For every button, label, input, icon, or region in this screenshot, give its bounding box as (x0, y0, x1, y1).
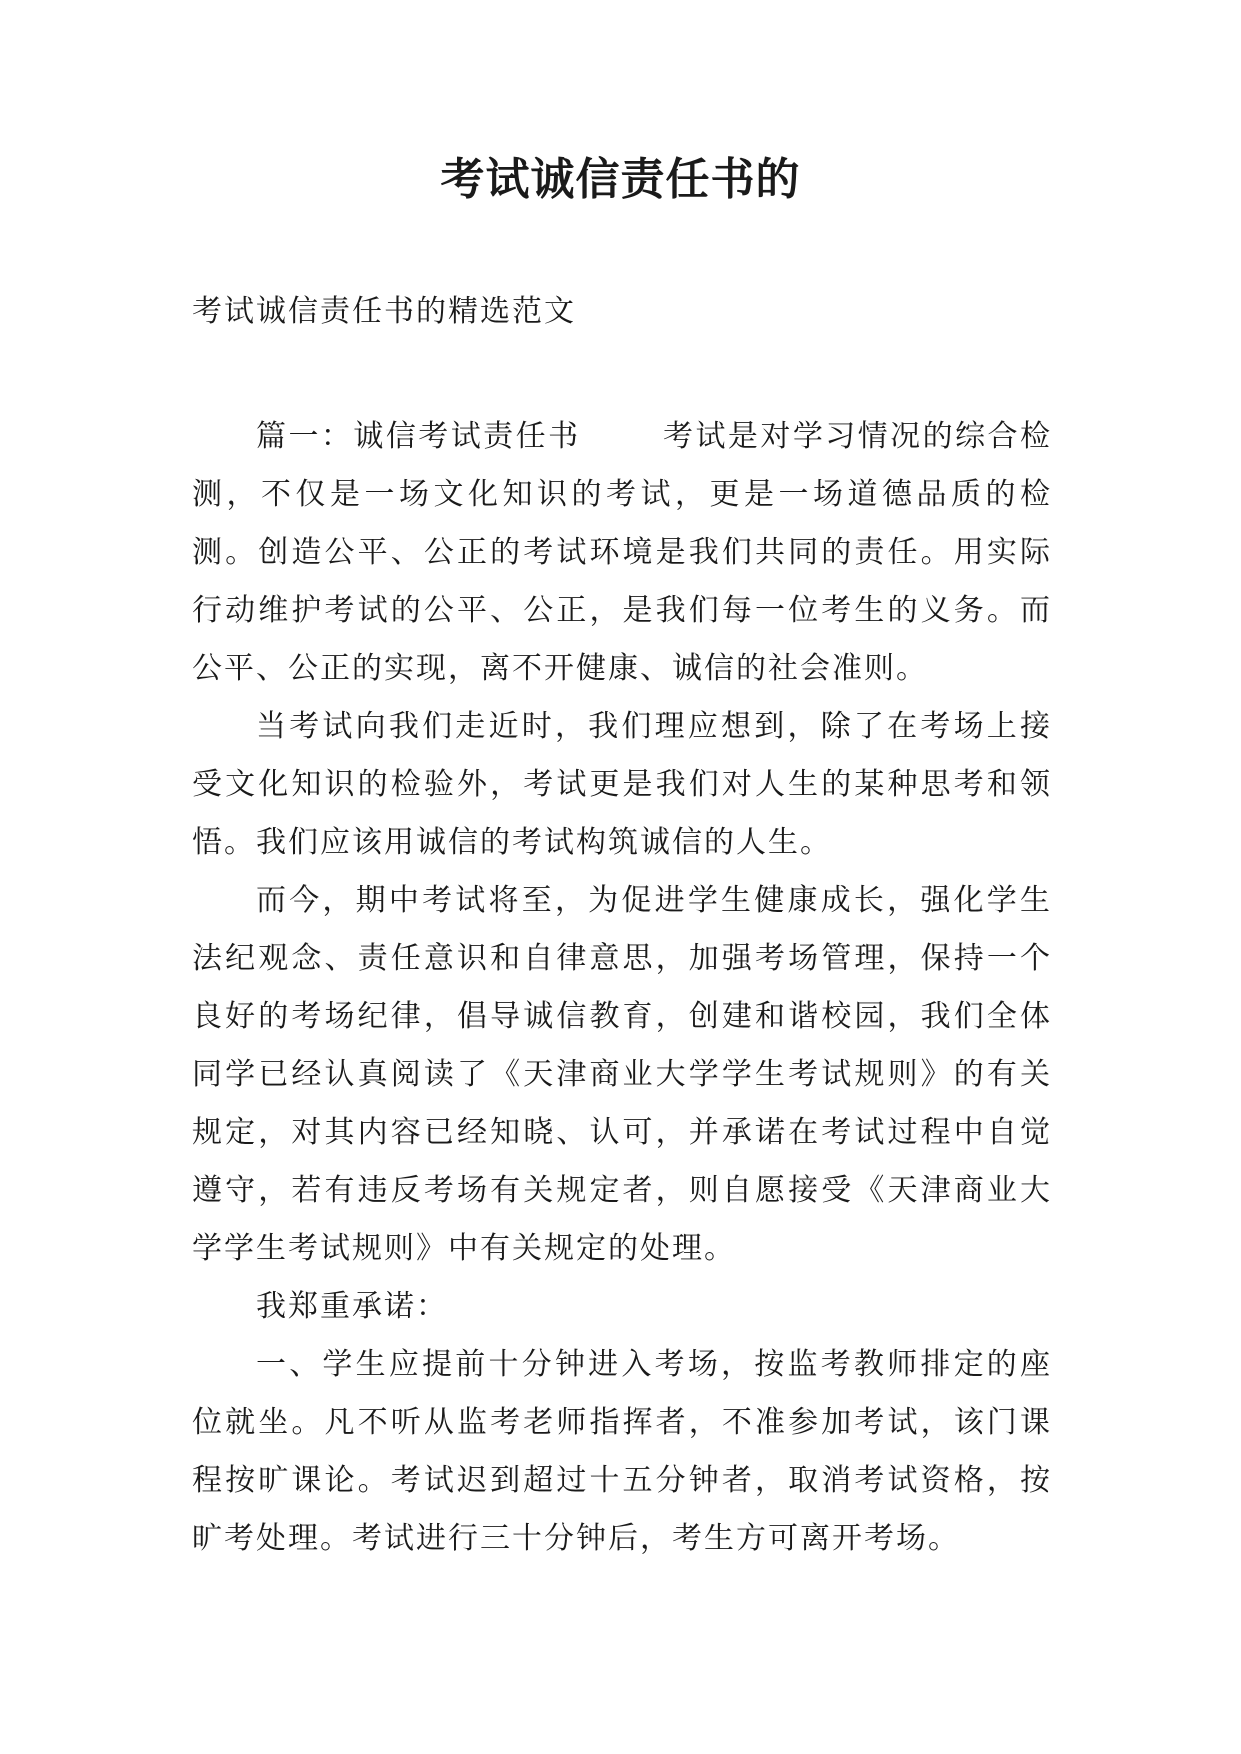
paragraph-rule-one (192, 1336, 1052, 1568)
paragraph (192, 698, 1052, 872)
paragraph-section-one (192, 408, 1052, 698)
paragraph-text: 考试是对学习情况的综合检测，不仅是一场文化知识的考试，更是一场道德品质的检测。创造公平、公正的考试环境是我们共同的责任。用实际行动维护考试的公平、公正，是我们每一位考生的义务。而公平、公正的实现，离不开健康、诚信的社会准则。 (192, 419, 1053, 686)
paragraph-pledge-heading (192, 1278, 1052, 1336)
paragraph-text: 我郑重承诺： (256, 1289, 448, 1324)
section-heading: 篇一：诚信考试责任书 (256, 419, 581, 454)
paragraph-text: 一、学生应提前十分钟进入考场，按监考教师排定的座位就坐。凡不听从监考老师指挥者，不准参加考试，该门课程按旷课论。考试迟到超过十五分钟者，取消考试资格，按旷考处理。考试进行三十分钟后，考生方可离开考场。 (192, 1347, 1052, 1556)
document-body (192, 408, 1052, 1568)
paragraph (192, 872, 1052, 1278)
document-title: 考试诚信责任书的 (440, 154, 801, 205)
paragraph-text: 而今，期中考试将至，为促进学生健康成长，强化学生法纪观念、责任意识和自律意思，加强考场管理，保持一个良好的考场纪律，倡导诚信教育，创建和谐校园，我们全体同学已经认真阅读了《天津商业大学学生考试规则》的有关规定，对其内容已经知晓、认可，并承诺在考试过程中自觉遵守，若有违反考场有关规定者，则自愿接受《天津商业大学学生考试规则》中有关规定的处理。 (192, 883, 1052, 1266)
paragraph-text: 当考试向我们走近时，我们理应想到，除了在考场上接受文化知识的检验外，考试更是我们对人生的某种思考和领悟。我们应该用诚信的考试构筑诚信的人生。 (192, 709, 1052, 860)
document-subtitle: 考试诚信责任书的精选范文 (192, 294, 576, 329)
